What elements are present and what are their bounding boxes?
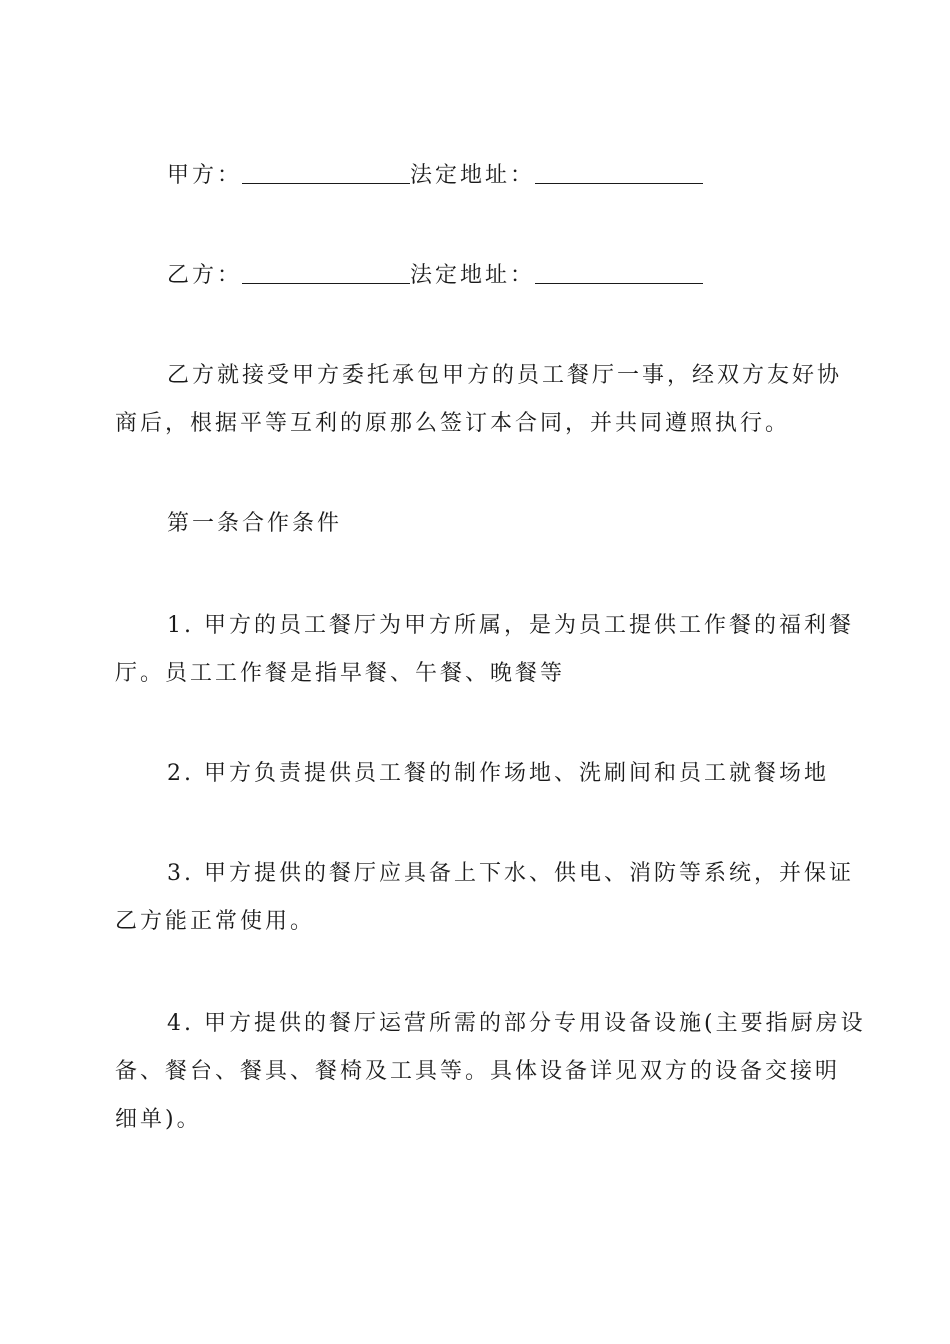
party-a-line bbox=[115, 152, 887, 200]
clause-2-line-1: 2. 甲方负责提供员工餐的制作场地、洗刷间和员工就餐场地 bbox=[167, 761, 829, 786]
party-b-address-blank[interactable] bbox=[535, 261, 703, 284]
clause-1-line-1: 1. 甲方的员工餐厅为甲方所属，是为员工提供工作餐的福利餐 bbox=[167, 613, 854, 638]
party-a-name-blank[interactable] bbox=[242, 161, 410, 184]
party-b-line bbox=[115, 252, 887, 300]
party-a-label: 甲方： bbox=[167, 163, 243, 188]
clause-4-line-1: 4. 甲方提供的餐厅运营所需的部分专用设备设施(主要指厨房设 bbox=[167, 1011, 866, 1036]
party-a-address-label: 法定地址： bbox=[410, 163, 536, 188]
clause-4-line-2: 备、餐台、餐具、餐椅及工具等。具体设备详见双方的设备交接明 bbox=[115, 1059, 841, 1084]
intro-paragraph bbox=[115, 352, 843, 448]
party-a-address-blank[interactable] bbox=[535, 161, 703, 184]
clause-2 bbox=[115, 750, 840, 798]
party-b-label: 乙方： bbox=[167, 263, 243, 288]
intro-line-1: 乙方就接受甲方委托承包甲方的员工餐厅一事，经双方友好协 bbox=[167, 363, 843, 388]
clause-3-line-1: 3. 甲方提供的餐厅应具备上下水、供电、消防等系统，并保证 bbox=[167, 861, 854, 886]
clause-3 bbox=[115, 850, 854, 946]
section-1-title: 第一条合作条件 bbox=[167, 511, 343, 536]
clause-1-line-2: 厅。员工工作餐是指早餐、午餐、晚餐等 bbox=[115, 661, 566, 686]
clause-3-line-2: 乙方能正常使用。 bbox=[115, 909, 316, 934]
intro-line-2: 商后，根据平等互利的原那么签订本合同，并共同遵照执行。 bbox=[115, 411, 791, 436]
party-b-name-blank[interactable] bbox=[242, 261, 410, 284]
clause-1 bbox=[115, 602, 854, 698]
party-b-address-label: 法定地址： bbox=[410, 263, 536, 288]
clause-4 bbox=[115, 1000, 866, 1144]
clause-4-line-3: 细单)。 bbox=[115, 1107, 202, 1132]
